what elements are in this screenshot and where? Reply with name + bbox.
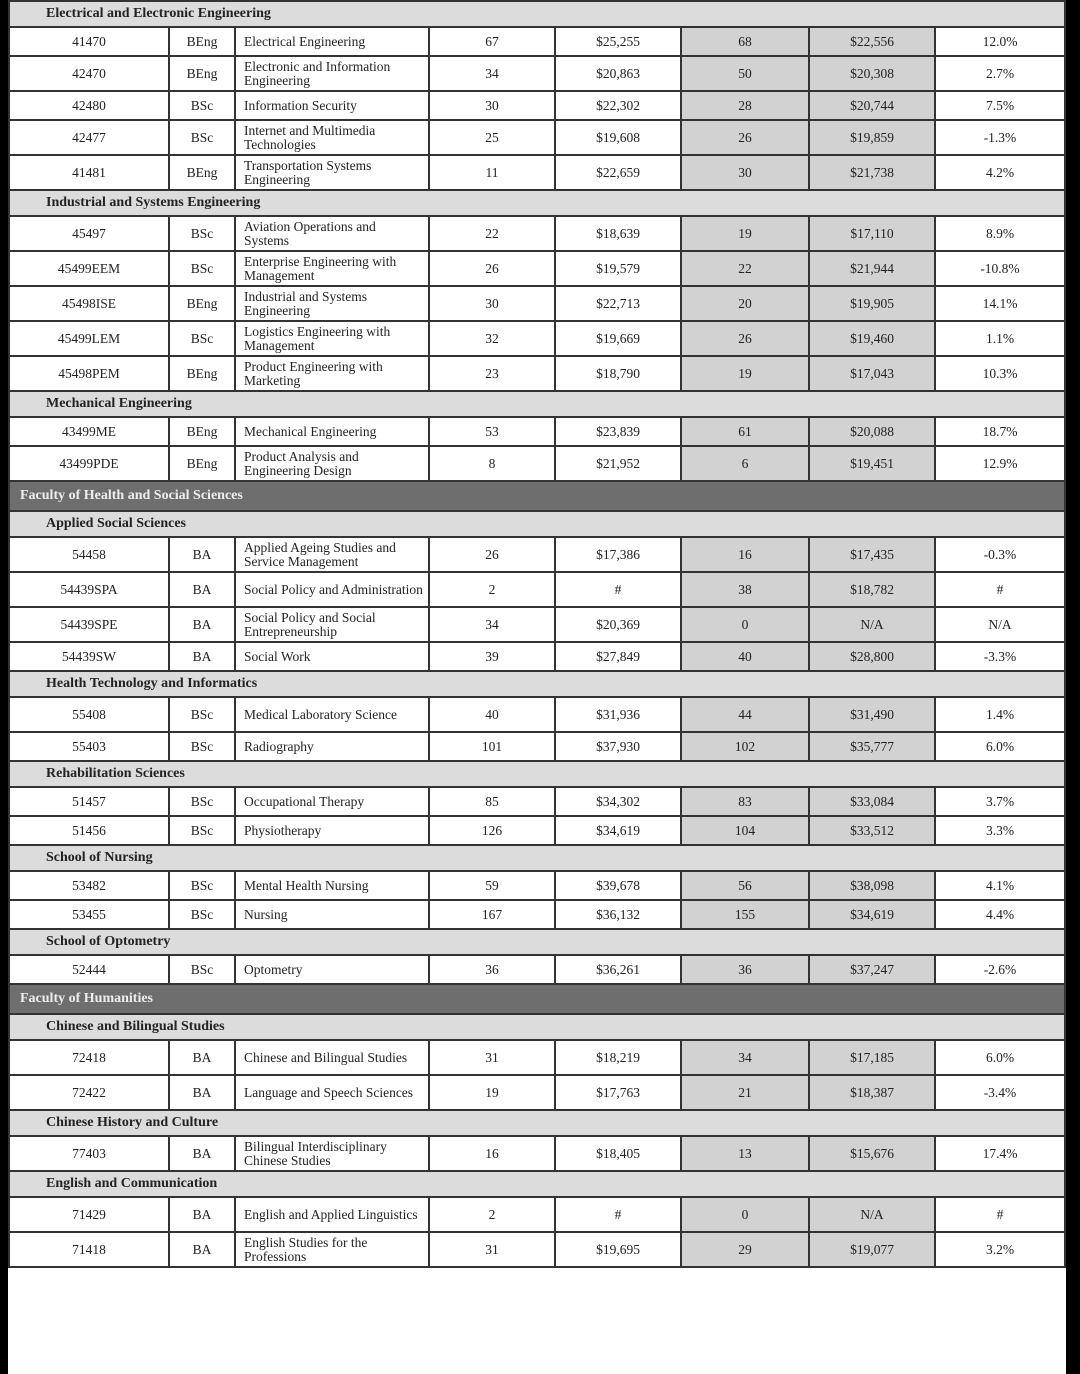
graduates-count-cell: 25: [429, 120, 555, 155]
award-cell: BEng: [169, 286, 235, 321]
award-cell: BA: [169, 1040, 235, 1075]
graduates-count-cell: 85: [429, 787, 555, 816]
salary-cell: $17,185: [809, 1040, 935, 1075]
salary-cell: $18,782: [809, 572, 935, 607]
programme-code-cell: 45499LEM: [9, 321, 169, 356]
change-percent-cell: 17.4%: [935, 1136, 1065, 1171]
table-row: [9, 607, 1065, 642]
salary-cell: $19,077: [809, 1232, 935, 1267]
programme-code-cell: 53482: [9, 871, 169, 900]
change-percent-cell: 12.9%: [935, 446, 1065, 481]
department-title: Health Technology and Informatics: [9, 671, 1065, 697]
programme-name-cell: Transportation Systems Engineering: [235, 155, 429, 190]
salary-cell: $17,763: [555, 1075, 681, 1110]
award-cell: BSc: [169, 787, 235, 816]
department-header-row: [9, 671, 1065, 697]
programme-code-cell: 45499EEM: [9, 251, 169, 286]
graduates-count-cell: 30: [681, 155, 809, 190]
graduates-count-cell: 32: [429, 321, 555, 356]
award-cell: BSc: [169, 900, 235, 929]
graduates-count-cell: 53: [429, 417, 555, 446]
graduates-count-cell: 19: [681, 356, 809, 391]
change-percent-cell: 12.0%: [935, 27, 1065, 56]
programme-name-cell: Internet and Multimedia Technologies: [235, 120, 429, 155]
graduates-count-cell: 39: [429, 642, 555, 671]
graduates-count-cell: 102: [681, 732, 809, 761]
salary-cell: N/A: [809, 1197, 935, 1232]
graduates-count-cell: 6: [681, 446, 809, 481]
salary-cell: $20,744: [809, 91, 935, 120]
table-row: [9, 1136, 1065, 1171]
department-header-row: [9, 845, 1065, 871]
table-row: [9, 91, 1065, 120]
department-header-row: [9, 1171, 1065, 1197]
salary-cell: $18,387: [809, 1075, 935, 1110]
programme-name-cell: English and Applied Linguistics: [235, 1197, 429, 1232]
salary-cell: $35,777: [809, 732, 935, 761]
table-body: [9, 1, 1065, 1267]
department-header-row: [9, 1, 1065, 27]
department-title: Chinese and Bilingual Studies: [9, 1014, 1065, 1040]
programme-code-cell: 54458: [9, 537, 169, 572]
programme-code-cell: 54439SPE: [9, 607, 169, 642]
department-header-row: [9, 190, 1065, 216]
award-cell: BA: [169, 1197, 235, 1232]
programme-name-cell: Optometry: [235, 955, 429, 984]
salary-cell: $20,863: [555, 56, 681, 91]
salary-cell: $17,043: [809, 356, 935, 391]
department-header-row: [9, 391, 1065, 417]
award-cell: BEng: [169, 56, 235, 91]
graduates-count-cell: 30: [429, 286, 555, 321]
salary-cell: $18,790: [555, 356, 681, 391]
programme-code-cell: 71418: [9, 1232, 169, 1267]
salary-cell: $19,451: [809, 446, 935, 481]
salary-cell: $38,098: [809, 871, 935, 900]
programme-code-cell: 45498ISE: [9, 286, 169, 321]
salary-cell: $19,608: [555, 120, 681, 155]
programme-name-cell: Aviation Operations and Systems: [235, 216, 429, 251]
programme-code-cell: 42470: [9, 56, 169, 91]
salary-cell: $34,619: [555, 816, 681, 845]
salary-cell: $36,132: [555, 900, 681, 929]
department-header-row: [9, 511, 1065, 537]
table-row: [9, 816, 1065, 845]
graduates-count-cell: 126: [429, 816, 555, 845]
programme-code-cell: 53455: [9, 900, 169, 929]
department-header-row: [9, 1110, 1065, 1136]
graduates-count-cell: 0: [681, 607, 809, 642]
department-title: School of Nursing: [9, 845, 1065, 871]
department-title: Rehabilitation Sciences: [9, 761, 1065, 787]
table-row: [9, 56, 1065, 91]
graduates-count-cell: 34: [429, 607, 555, 642]
award-cell: BSc: [169, 91, 235, 120]
salary-cell: $18,639: [555, 216, 681, 251]
graduates-count-cell: 38: [681, 572, 809, 607]
salary-cell: $34,619: [809, 900, 935, 929]
change-percent-cell: -3.3%: [935, 642, 1065, 671]
award-cell: BA: [169, 607, 235, 642]
graduates-count-cell: 50: [681, 56, 809, 91]
department-header-row: [9, 761, 1065, 787]
graduates-count-cell: 59: [429, 871, 555, 900]
programme-name-cell: Social Policy and Social Entrepreneurship: [235, 607, 429, 642]
department-title: Chinese History and Culture: [9, 1110, 1065, 1136]
graduates-count-cell: 31: [429, 1040, 555, 1075]
programme-code-cell: 71429: [9, 1197, 169, 1232]
programme-name-cell: Electronic and Information Engineering: [235, 56, 429, 91]
award-cell: BEng: [169, 446, 235, 481]
salary-cell: $17,110: [809, 216, 935, 251]
table-row: [9, 120, 1065, 155]
programme-name-cell: Language and Speech Sciences: [235, 1075, 429, 1110]
programme-code-cell: 55408: [9, 697, 169, 732]
award-cell: BSc: [169, 321, 235, 356]
salary-cell: #: [555, 1197, 681, 1232]
graduates-count-cell: 19: [429, 1075, 555, 1110]
graduates-count-cell: 36: [429, 955, 555, 984]
programme-name-cell: Occupational Therapy: [235, 787, 429, 816]
table-row: [9, 356, 1065, 391]
table-row: [9, 1075, 1065, 1110]
change-percent-cell: #: [935, 572, 1065, 607]
programme-name-cell: Product Engineering with Marketing: [235, 356, 429, 391]
award-cell: BSc: [169, 697, 235, 732]
salary-cell: $31,936: [555, 697, 681, 732]
programme-name-cell: Physiotherapy: [235, 816, 429, 845]
salary-cell: $22,659: [555, 155, 681, 190]
award-cell: BSc: [169, 871, 235, 900]
programme-name-cell: Social Policy and Administration: [235, 572, 429, 607]
table-row: [9, 572, 1065, 607]
programme-name-cell: Enterprise Engineering with Management: [235, 251, 429, 286]
programme-name-cell: Chinese and Bilingual Studies: [235, 1040, 429, 1075]
table-row: [9, 27, 1065, 56]
programme-code-cell: 42480: [9, 91, 169, 120]
salary-cell: N/A: [809, 607, 935, 642]
graduates-count-cell: 2: [429, 572, 555, 607]
salary-cell: $21,738: [809, 155, 935, 190]
salary-cell: $20,308: [809, 56, 935, 91]
award-cell: BA: [169, 1232, 235, 1267]
salary-cell: $28,800: [809, 642, 935, 671]
salary-cell: $19,905: [809, 286, 935, 321]
change-percent-cell: 4.2%: [935, 155, 1065, 190]
salary-cell: $39,678: [555, 871, 681, 900]
salary-cell: $37,930: [555, 732, 681, 761]
table-row: [9, 1197, 1065, 1232]
graduates-count-cell: 21: [681, 1075, 809, 1110]
salary-cell: $19,669: [555, 321, 681, 356]
salary-cell: $25,255: [555, 27, 681, 56]
change-percent-cell: #: [935, 1197, 1065, 1232]
salary-cell: $21,952: [555, 446, 681, 481]
salary-cell: $22,302: [555, 91, 681, 120]
programme-name-cell: Mechanical Engineering: [235, 417, 429, 446]
graduates-count-cell: 68: [681, 27, 809, 56]
table-row: [9, 216, 1065, 251]
graduates-count-cell: 167: [429, 900, 555, 929]
graduates-count-cell: 26: [681, 321, 809, 356]
graduates-count-cell: 30: [429, 91, 555, 120]
graduates-count-cell: 28: [681, 91, 809, 120]
table-row: [9, 732, 1065, 761]
table-row: [9, 1040, 1065, 1075]
graduates-count-cell: 16: [429, 1136, 555, 1171]
programme-code-cell: 55403: [9, 732, 169, 761]
programme-code-cell: 51456: [9, 816, 169, 845]
graduates-count-cell: 155: [681, 900, 809, 929]
table-row: [9, 900, 1065, 929]
programme-salary-table: [8, 0, 1066, 1268]
salary-cell: $36,261: [555, 955, 681, 984]
programme-name-cell: Bilingual Interdisciplinary Chinese Studies: [235, 1136, 429, 1171]
department-title: English and Communication: [9, 1171, 1065, 1197]
salary-cell: $19,460: [809, 321, 935, 356]
table-row: [9, 155, 1065, 190]
graduates-count-cell: 104: [681, 816, 809, 845]
award-cell: BA: [169, 642, 235, 671]
graduates-count-cell: 44: [681, 697, 809, 732]
change-percent-cell: 4.4%: [935, 900, 1065, 929]
award-cell: BSc: [169, 955, 235, 984]
salary-cell: $17,435: [809, 537, 935, 572]
graduates-count-cell: 26: [429, 537, 555, 572]
award-cell: BA: [169, 572, 235, 607]
salary-cell: $33,084: [809, 787, 935, 816]
graduates-count-cell: 16: [681, 537, 809, 572]
change-percent-cell: 3.2%: [935, 1232, 1065, 1267]
graduates-count-cell: 22: [681, 251, 809, 286]
graduates-count-cell: 11: [429, 155, 555, 190]
programme-name-cell: Applied Ageing Studies and Service Management: [235, 537, 429, 572]
programme-name-cell: Social Work: [235, 642, 429, 671]
programme-code-cell: 45498PEM: [9, 356, 169, 391]
graduates-count-cell: 8: [429, 446, 555, 481]
change-percent-cell: 6.0%: [935, 732, 1065, 761]
graduates-count-cell: 83: [681, 787, 809, 816]
change-percent-cell: -1.3%: [935, 120, 1065, 155]
graduates-count-cell: 36: [681, 955, 809, 984]
table-row: [9, 955, 1065, 984]
table-row: [9, 697, 1065, 732]
change-percent-cell: 1.1%: [935, 321, 1065, 356]
change-percent-cell: -3.4%: [935, 1075, 1065, 1110]
department-title: Industrial and Systems Engineering: [9, 190, 1065, 216]
salary-cell: $22,556: [809, 27, 935, 56]
change-percent-cell: -0.3%: [935, 537, 1065, 572]
graduates-count-cell: 26: [681, 120, 809, 155]
table-row: [9, 537, 1065, 572]
table-row: [9, 787, 1065, 816]
graduates-count-cell: 101: [429, 732, 555, 761]
salary-cell: #: [555, 572, 681, 607]
programme-code-cell: 43499PDE: [9, 446, 169, 481]
salary-cell: $19,859: [809, 120, 935, 155]
graduates-count-cell: 22: [429, 216, 555, 251]
award-cell: BSc: [169, 120, 235, 155]
salary-cell: $18,219: [555, 1040, 681, 1075]
graduates-count-cell: 0: [681, 1197, 809, 1232]
salary-cell: $31,490: [809, 697, 935, 732]
table-row: [9, 251, 1065, 286]
salary-cell: $33,512: [809, 816, 935, 845]
award-cell: BA: [169, 537, 235, 572]
graduates-count-cell: 67: [429, 27, 555, 56]
change-percent-cell: 1.4%: [935, 697, 1065, 732]
change-percent-cell: -2.6%: [935, 955, 1065, 984]
programme-name-cell: Medical Laboratory Science: [235, 697, 429, 732]
salary-cell: $37,247: [809, 955, 935, 984]
faculty-title: Faculty of Humanities: [9, 984, 1065, 1014]
programme-code-cell: 51457: [9, 787, 169, 816]
award-cell: BEng: [169, 155, 235, 190]
salary-cell: $19,695: [555, 1232, 681, 1267]
graduates-count-cell: 20: [681, 286, 809, 321]
salary-cell: $18,405: [555, 1136, 681, 1171]
graduates-count-cell: 40: [681, 642, 809, 671]
programme-code-cell: 45497: [9, 216, 169, 251]
salary-cell: $21,944: [809, 251, 935, 286]
award-cell: BA: [169, 1136, 235, 1171]
department-title: Applied Social Sciences: [9, 511, 1065, 537]
salary-cell: $20,088: [809, 417, 935, 446]
department-header-row: [9, 1014, 1065, 1040]
graduates-count-cell: 13: [681, 1136, 809, 1171]
change-percent-cell: 2.7%: [935, 56, 1065, 91]
programme-code-cell: 42477: [9, 120, 169, 155]
graduates-count-cell: 56: [681, 871, 809, 900]
change-percent-cell: 4.1%: [935, 871, 1065, 900]
graduates-count-cell: 31: [429, 1232, 555, 1267]
change-percent-cell: N/A: [935, 607, 1065, 642]
graduates-count-cell: 19: [681, 216, 809, 251]
graduates-count-cell: 34: [681, 1040, 809, 1075]
graduates-count-cell: 2: [429, 1197, 555, 1232]
programme-name-cell: Electrical Engineering: [235, 27, 429, 56]
award-cell: BEng: [169, 27, 235, 56]
salary-cell: $15,676: [809, 1136, 935, 1171]
graduates-count-cell: 34: [429, 56, 555, 91]
salary-cell: $27,849: [555, 642, 681, 671]
award-cell: BSc: [169, 216, 235, 251]
graduates-count-cell: 40: [429, 697, 555, 732]
award-cell: BSc: [169, 251, 235, 286]
faculty-header-row: [9, 481, 1065, 511]
programme-name-cell: Industrial and Systems Engineering: [235, 286, 429, 321]
department-title: Mechanical Engineering: [9, 391, 1065, 417]
programme-name-cell: Logistics Engineering with Management: [235, 321, 429, 356]
programme-name-cell: Nursing: [235, 900, 429, 929]
programme-name-cell: Radiography: [235, 732, 429, 761]
salary-cell: $19,579: [555, 251, 681, 286]
salary-cell: $22,713: [555, 286, 681, 321]
change-percent-cell: 6.0%: [935, 1040, 1065, 1075]
salary-cell: $17,386: [555, 537, 681, 572]
award-cell: BEng: [169, 356, 235, 391]
table-row: [9, 871, 1065, 900]
programme-code-cell: 41470: [9, 27, 169, 56]
programme-code-cell: 72418: [9, 1040, 169, 1075]
table-row: [9, 1232, 1065, 1267]
faculty-title: Faculty of Health and Social Sciences: [9, 481, 1065, 511]
salary-cell: $34,302: [555, 787, 681, 816]
change-percent-cell: 8.9%: [935, 216, 1065, 251]
programme-name-cell: Mental Health Nursing: [235, 871, 429, 900]
change-percent-cell: 7.5%: [935, 91, 1065, 120]
programme-code-cell: 41481: [9, 155, 169, 190]
graduates-count-cell: 26: [429, 251, 555, 286]
table-row: [9, 417, 1065, 446]
department-title: Electrical and Electronic Engineering: [9, 1, 1065, 27]
graduates-count-cell: 23: [429, 356, 555, 391]
change-percent-cell: 3.7%: [935, 787, 1065, 816]
change-percent-cell: -10.8%: [935, 251, 1065, 286]
salary-cell: $20,369: [555, 607, 681, 642]
programme-code-cell: 77403: [9, 1136, 169, 1171]
programme-code-cell: 52444: [9, 955, 169, 984]
award-cell: BA: [169, 1075, 235, 1110]
programme-name-cell: Information Security: [235, 91, 429, 120]
faculty-header-row: [9, 984, 1065, 1014]
change-percent-cell: 3.3%: [935, 816, 1065, 845]
graduates-count-cell: 61: [681, 417, 809, 446]
department-title: School of Optometry: [9, 929, 1065, 955]
change-percent-cell: 14.1%: [935, 286, 1065, 321]
award-cell: BSc: [169, 732, 235, 761]
table-row: [9, 286, 1065, 321]
programme-name-cell: English Studies for the Professions: [235, 1232, 429, 1267]
programme-code-cell: 54439SW: [9, 642, 169, 671]
award-cell: BEng: [169, 417, 235, 446]
change-percent-cell: 18.7%: [935, 417, 1065, 446]
right-edge-bar: [1066, 0, 1080, 1374]
table-row: [9, 642, 1065, 671]
salary-cell: $23,839: [555, 417, 681, 446]
department-header-row: [9, 929, 1065, 955]
programme-code-cell: 43499ME: [9, 417, 169, 446]
programme-code-cell: 72422: [9, 1075, 169, 1110]
salary-table-sheet: [8, 0, 1066, 1374]
change-percent-cell: 10.3%: [935, 356, 1065, 391]
award-cell: BSc: [169, 816, 235, 845]
table-row: [9, 321, 1065, 356]
programme-code-cell: 54439SPA: [9, 572, 169, 607]
table-row: [9, 446, 1065, 481]
programme-name-cell: Product Analysis and Engineering Design: [235, 446, 429, 481]
graduates-count-cell: 29: [681, 1232, 809, 1267]
